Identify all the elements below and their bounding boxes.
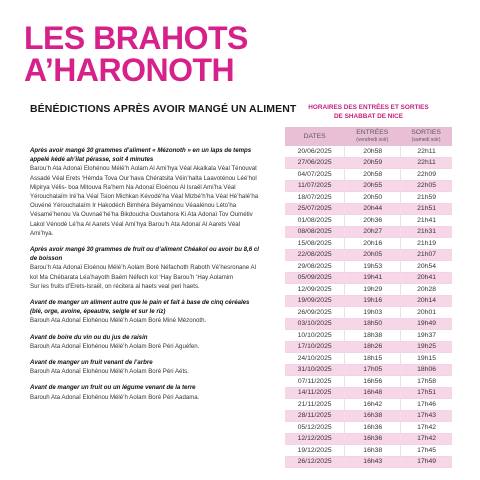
schedule-date-cell: 14/11/2025 [285, 388, 344, 400]
schedule-row [285, 319, 452, 331]
schedule-entry-cell: 18h38 [344, 330, 400, 342]
schedule-entry-cell: 16h38 [344, 445, 400, 457]
schedule-date-cell: 10/10/2025 [285, 330, 344, 342]
schedule-exit-cell: 20h01 [400, 307, 452, 319]
schedule-date-cell: 28/11/2025 [285, 411, 344, 423]
schedule-date-cell: 24/10/2025 [285, 353, 344, 365]
schedule-exit-cell: 18h06 [400, 365, 452, 377]
schedule-entry-cell: 19h29 [344, 284, 400, 296]
schedule-entry-cell: 17h05 [344, 365, 400, 377]
schedule-row [285, 250, 452, 262]
schedule-row [285, 227, 452, 239]
schedule-date-cell: 19/09/2025 [285, 296, 344, 308]
blessing-heading: Après avoir mangé 30 grammes de fruit ou d’aliment Chéakol ou avoir bu 8,6 cl de boisson [30, 246, 259, 263]
schedule-entry-cell: 20h58 [344, 169, 400, 181]
schedule-date-cell: 29/08/2025 [285, 261, 344, 273]
schedule-row [285, 434, 452, 446]
schedule-exit-cell: 22h05 [400, 181, 452, 193]
schedule-date-cell: 05/12/2025 [285, 422, 344, 434]
schedule-exit-cell: 17h42 [400, 434, 452, 446]
schedule-date-cell: 01/08/2025 [285, 215, 344, 227]
schedule-row [285, 192, 452, 204]
schedule-entry-cell: 16h42 [344, 399, 400, 411]
blessing-text: Barou’h Ata Adonaï Eloénou Mélé’h Aolam Boré Néfachoth Raboth Vé’hesronane Al kol Ma Chébarata Léa’hayoth Baèm Néfech kol ‘Hay Barou’h ‘Hay Aolamim Sur les fruits d’Erets-Israël, on récitera al haets veal peri haets. [30, 264, 256, 290]
schedule-date-cell: 26/09/2025 [285, 307, 344, 319]
schedule-row [285, 388, 452, 400]
blessing-text: Barouh Ata Adonaï Elohénou Mélé’h Aolam Boré Miné Mézonoth. [30, 317, 207, 325]
schedule-row [285, 238, 452, 250]
schedule-date-cell: 12/12/2025 [285, 434, 344, 446]
schedule-entry-cell: 20h59 [344, 158, 400, 170]
title-line-1: LES BRAHOTS [24, 20, 248, 56]
schedule-entry-cell: 20h16 [344, 238, 400, 250]
schedule-date-cell: 20/06/2025 [285, 146, 344, 158]
schedule-row [285, 204, 452, 216]
schedule-date-cell: 04/07/2025 [285, 169, 344, 181]
schedule-date-cell: 07/11/2025 [285, 376, 344, 388]
col-header-entries: ENTRÉES (vendredi soir) [344, 127, 400, 146]
schedule-title-line-1: HORAIRES DES ENTRÉES ET SORTIES [308, 104, 429, 111]
schedule-row [285, 365, 452, 377]
schedule-exit-cell: 19h25 [400, 342, 452, 354]
schedule-date-cell: 31/10/2025 [285, 365, 344, 377]
schedule-row [285, 457, 452, 469]
schedule-entry-cell: 18h50 [344, 319, 400, 331]
schedule-title-line-2: DE SHABBAT DE NICE [333, 112, 404, 120]
schedule-date-cell: 25/07/2025 [285, 204, 344, 216]
blessing-heading: Après avoir mangé 30 grammes d’aliment « Mézonoth » en un laps de temps appelé kédé ah’ilat pérasse, soit 4 minutes [30, 147, 252, 164]
schedule-entry-cell: 20h27 [344, 227, 400, 239]
col-header-exits: SORTIES (samedi soir) [400, 127, 452, 146]
schedule-entry-cell: 18h26 [344, 342, 400, 354]
schedule-date-cell: 21/11/2025 [285, 399, 344, 411]
schedule-date-cell: 11/07/2025 [285, 181, 344, 193]
blessing-text: Barou’h Ata Adonaï Elohénou Mélé’h Aolam Al Ami’hya Véal Akalkala Véal Ténouvat Assadé Véal Erets ‘Hémda Tova Our’hava Chératsita Véin’halta Laavoténou Léé’hol Mipirya Vélis- boa Mitouva Ra’hem Na Adonaï Eloénou Al Israël Ami’ha Véal Yérouchalaïm Iré’ha Véal Tsion Michkan Kévodé’ha Véal Mizbé’h’ha Véal Hé’halé’ha Ouvéné Yérouchalaïm Ir Hakodéch Bimhéra Béyaménou Véaalénou Léto’ha Vésamé’henou Va Ouvnaé’hé’ha Bikdoucha Ouvtahora Ki Ata Adonaï Tov Oumétiv Lakol Vénodé Lé’ha Al Aarets Véal Ami’hya Barou’h Ata Adonaï Al Aarets Véal Ami’hya. [30, 165, 259, 237]
schedule-exit-cell: 21h59 [400, 192, 452, 204]
schedule-entry-cell: 20h44 [344, 204, 400, 216]
schedule-date-cell: 05/09/2025 [285, 273, 344, 285]
schedule-exit-cell: 22h11 [400, 158, 452, 170]
schedule-date-cell: 03/10/2025 [285, 319, 344, 331]
blessing-heading: Avant de boire du vin ou du jus de raisin [30, 333, 148, 341]
schedule-row [285, 422, 452, 434]
blessing-heading: Avant de manger un aliment autre que le pain et fait à base de cinq céréales (blé, orge, avoine, épeautre, seigle et sur le riz) [30, 299, 250, 316]
schedule-title [285, 104, 452, 121]
schedule-entry-cell: 19h16 [344, 296, 400, 308]
blessing-block [30, 383, 260, 401]
schedule-entry-cell: 20h58 [344, 146, 400, 158]
schedule-header-row [285, 127, 452, 146]
schedule-exit-cell: 22h11 [400, 146, 452, 158]
schedule-row [285, 158, 452, 170]
schedule-row [285, 284, 452, 296]
blessing-text: Barouh Ata Adonaï Elohénou Mélé’h Aolam Boré Péri Aguéfen. [30, 342, 200, 350]
schedule-row [285, 445, 452, 457]
schedule-exit-cell: 21h19 [400, 238, 452, 250]
schedule-entry-cell: 19h03 [344, 307, 400, 319]
schedule-exit-cell: 22h09 [400, 169, 452, 181]
schedule-entry-cell: 20h36 [344, 215, 400, 227]
schedule-entry-cell: 16h36 [344, 434, 400, 446]
schedule-row [285, 411, 452, 423]
schedule-row [285, 342, 452, 354]
schedule-entry-cell: 16h56 [344, 376, 400, 388]
schedule-row [285, 399, 452, 411]
schedule-date-cell: 15/08/2025 [285, 238, 344, 250]
schedule-entry-cell: 20h05 [344, 250, 400, 262]
schedule-row [285, 376, 452, 388]
schedule-date-cell: 22/08/2025 [285, 250, 344, 262]
blessing-text: Barouh Ata Adonaï Elohénou Mélé’h Aolam Boré Péri Aadama. [30, 393, 200, 401]
schedule-row [285, 353, 452, 365]
schedule-exit-cell: 20h41 [400, 273, 452, 285]
schedule-entry-cell: 16h48 [344, 388, 400, 400]
blessing-heading: Avant de manger un fruit ou un légume venant de la terre [30, 384, 196, 392]
schedule-entry-cell: 16h38 [344, 411, 400, 423]
schedule-date-cell: 27/06/2025 [285, 158, 344, 170]
blessing-block [30, 298, 260, 326]
schedule-date-cell: 26/12/2025 [285, 457, 344, 469]
blessing-block [30, 245, 260, 291]
schedule-date-cell: 17/10/2025 [285, 342, 344, 354]
schedule-entry-cell: 20h55 [344, 181, 400, 193]
shabbat-schedule [285, 104, 452, 468]
schedule-row [285, 146, 452, 158]
schedule-entry-cell: 20h50 [344, 192, 400, 204]
schedule-exit-cell: 19h15 [400, 353, 452, 365]
schedule-exit-cell: 17h46 [400, 399, 452, 411]
schedule-exit-cell: 20h54 [400, 261, 452, 273]
blessing-block [30, 333, 260, 351]
schedule-exit-cell: 17h43 [400, 411, 452, 423]
schedule-row [285, 181, 452, 193]
schedule-exit-cell: 17h45 [400, 445, 452, 457]
col-subheader-entries: (vendredi soir) [356, 136, 389, 143]
schedule-row [285, 169, 452, 181]
schedule-entry-cell: 16h43 [344, 457, 400, 469]
blessing-block [30, 358, 260, 376]
schedule-row [285, 330, 452, 342]
schedule-date-cell: 12/09/2025 [285, 284, 344, 296]
schedule-exit-cell: 17h42 [400, 422, 452, 434]
schedule-entry-cell: 19h41 [344, 273, 400, 285]
schedule-exit-cell: 17h49 [400, 457, 452, 469]
blessings-column [30, 146, 260, 409]
schedule-exit-cell: 20h14 [400, 296, 452, 308]
schedule-table [285, 127, 452, 468]
schedule-exit-cell: 19h49 [400, 319, 452, 331]
schedule-row [285, 307, 452, 319]
page-title [24, 22, 248, 86]
col-subheader-exits: (samedi soir) [411, 136, 441, 143]
blessing-heading: Avant de manger un fruit venant de l’arbre [30, 359, 153, 367]
schedule-exit-cell: 20h28 [400, 284, 452, 296]
schedule-row [285, 215, 452, 227]
schedule-exit-cell: 19h37 [400, 330, 452, 342]
schedule-date-cell: 08/08/2025 [285, 227, 344, 239]
schedule-exit-cell: 17h58 [400, 376, 452, 388]
schedule-row [285, 261, 452, 273]
section-subtitle: BÉNÉDICTIONS APRÈS AVOIR MANGÉ UN ALIMENT [30, 103, 297, 115]
schedule-date-cell: 19/12/2025 [285, 445, 344, 457]
schedule-date-cell: 18/07/2025 [285, 192, 344, 204]
col-header-dates: DATES [285, 127, 344, 146]
schedule-exit-cell: 21h51 [400, 204, 452, 216]
schedule-exit-cell: 21h41 [400, 215, 452, 227]
schedule-exit-cell: 17h51 [400, 388, 452, 400]
schedule-entry-cell: 18h15 [344, 353, 400, 365]
schedule-entry-cell: 16h36 [344, 422, 400, 434]
schedule-row [285, 296, 452, 308]
schedule-exit-cell: 21h07 [400, 250, 452, 262]
schedule-body [285, 146, 452, 468]
schedule-entry-cell: 19h53 [344, 261, 400, 273]
title-line-2: A’HARONOTH [24, 52, 235, 88]
schedule-row [285, 273, 452, 285]
blessing-block [30, 146, 260, 238]
blessing-text: Barouh Ata Adonaï Elohénou Mélé’h Aolam Boré Péri Aéts. [30, 368, 189, 376]
schedule-exit-cell: 21h31 [400, 227, 452, 239]
